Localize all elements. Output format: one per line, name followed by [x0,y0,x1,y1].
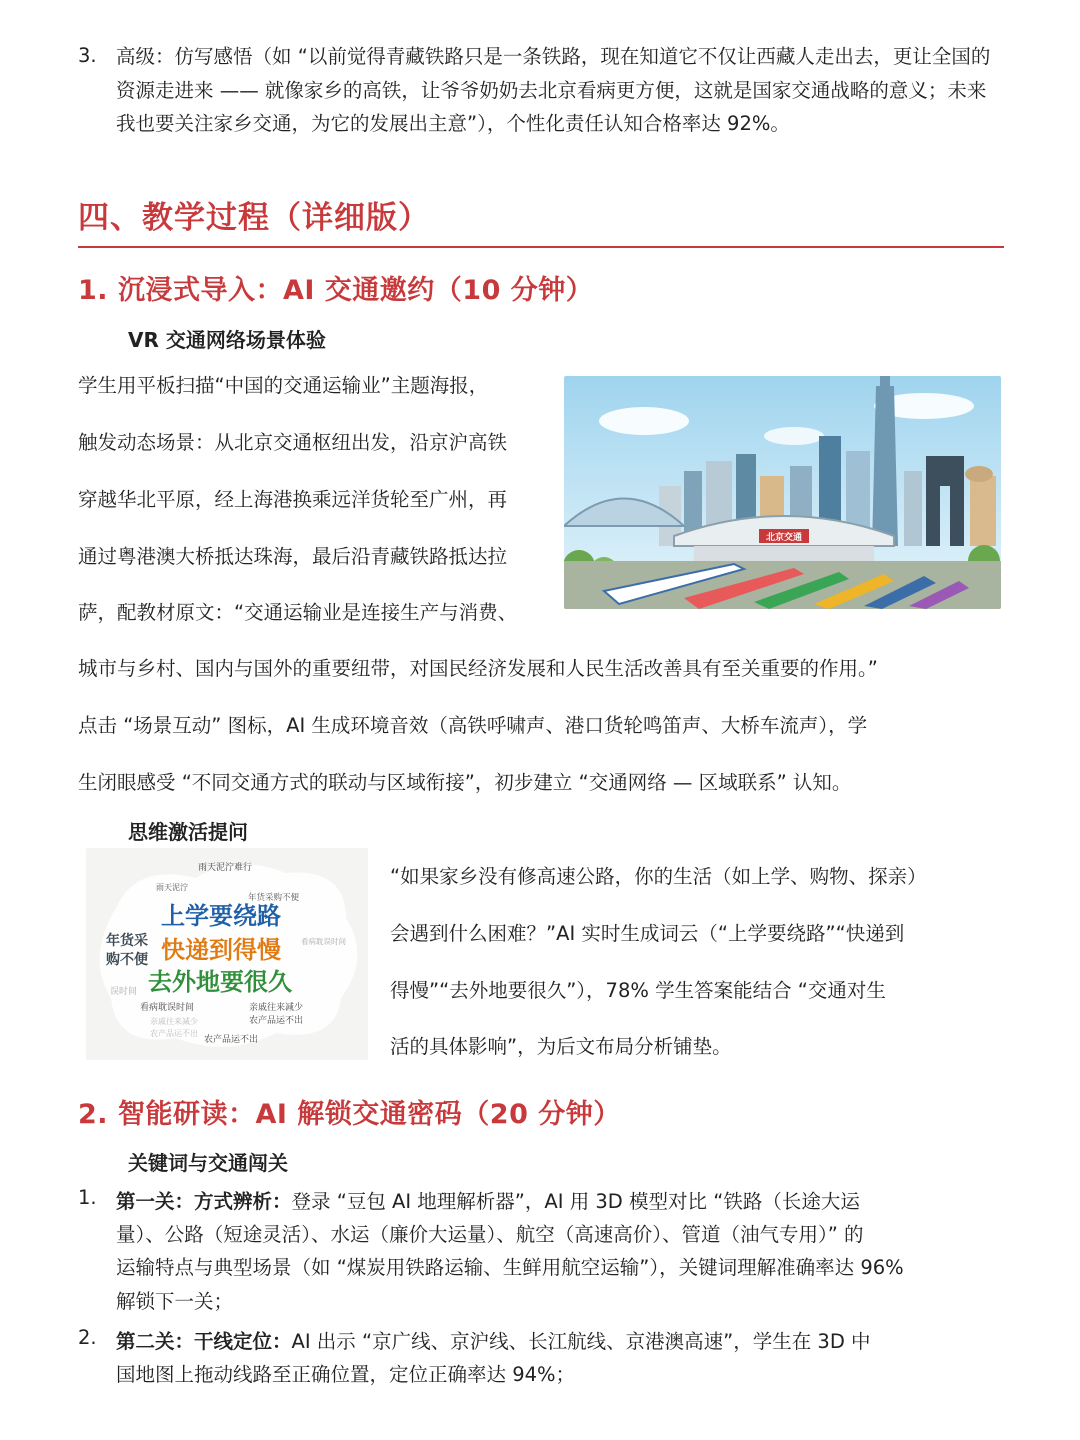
cloud-small-word: 农产品运不出 [249,1016,304,1026]
beijing-station-illustration [564,376,1001,609]
cloud-small-word: 雨天泥泞难行 [198,863,253,873]
part2-subheading: 关键词与交通闯关 [128,1151,288,1175]
part1-subheading: VR 交通网络场景体验 [128,328,326,352]
item3-paragraph [116,40,1004,141]
section-divider [78,246,1004,248]
word-cloud-svg [86,848,368,1060]
level1-line: 运输特点与典型场景（如 “煤炭用铁路运输、生鲜用航空运输”），关键词理解准确率达 96% [116,1256,904,1279]
part2-heading: 2. 智能研读：AI 解锁交通密码（20 分钟） [78,1099,621,1130]
level1-label: 第一关：方式辨析： [116,1190,292,1213]
level2-line: 国地图上拖动线路至正确位置，定位正确率达 94%； [116,1363,576,1386]
part1-line: 点击 “场景互动” 图标，AI 生成环境音效（高铁呼啸声、港口货轮鸣笛声、大桥车流声），学 [78,714,868,737]
think-line: 活的具体影响”，为后文布局分析铺垫。 [390,1035,732,1058]
part1-heading: 1. 沉浸式导入：AI 交通邀约（10 分钟） [78,275,594,306]
part1-line: 触发动态场景：从北京交通枢纽出发，沿京沪高铁 [78,431,508,454]
cloud-small-word: 看病耽误时间 [140,1003,195,1013]
level2-text: AI 出示 “京广线、京沪线、长江航线、京港澳高速”，学生在 3D 中 [291,1330,871,1353]
think-subheading: 思维激活提问 [128,820,248,844]
part1-line: 通过粤港澳大桥抵达珠海，最后沿青藏铁路抵达拉 [78,545,508,568]
level1-text: 登录 “豆包 AI 地理解析器”，AI 用 3D 模型对比 “铁路（长途大运 [291,1190,860,1213]
part1-line: 学生用平板扫描“中国的交通运输业”主题海报， [78,374,489,397]
cloud-small-word: 亲戚往来减少 [249,1003,304,1013]
cloud-small-word: 误时间 [110,987,138,997]
level1-line [116,1186,860,1214]
think-line: 得慢”“去外地要很久”），78% 学生答案能结合 “交通对生 [390,979,886,1002]
cloud-small-word: 雨天泥泞 [156,883,188,892]
cloud-mid-word: 年货采 [106,933,148,949]
cloud-big-word: 上学要绕路 [161,902,281,930]
level1-line: 量）、公路（短途灵活）、水运（廉价大运量）、航空（高速高价）、管道（油气专用）” 的 [116,1223,864,1246]
cloud-small-word: 农产品运不出 [204,1035,259,1045]
part1-line: 萨，配教材原文：“交通运输业是连接生产与消费、 [78,601,518,624]
part1-line: 穿越华北平原，经上海港换乘远洋货轮至广州，再 [78,488,508,511]
cloud-small-word: 看病耽误时间 [301,937,346,946]
item-number: 1. [78,1186,97,1209]
cloud-big-word: 去外地要很久 [148,968,292,996]
station-sign: 北京交通 [765,533,803,543]
cloud-mid-word: 购不便 [106,952,148,968]
part1-line: 生闭眼感受 “不同交通方式的联动与区域衔接”，初步建立 “交通网络 — 区域联系” 认知。 [78,771,852,794]
item3-text: 仿写感悟（如 “以前觉得青藏铁路只是一条铁路，现在知道它不仅让西藏人走出去，更让全国的资源走进来 —— 就像家乡的高铁，让爷爷奶奶去北京看病更方便，这就是国家交通战略的意义；未来我也要关注家乡交通，为它的发展出主意”），个性化责任认知合格率达 92%。 [116,45,991,135]
station-illustration-svg [564,376,1001,609]
level1-line: 解锁下一关； [116,1290,234,1313]
cloud-small-word: 年货采购不便 [248,893,300,903]
item-number: 3. [78,44,97,67]
think-line: 会遇到什么困难？”AI 实时生成词云（“上学要绕路”“快递到 [390,922,905,945]
think-line: “如果家乡没有修高速公路，你的生活（如上学、购物、探亲） [390,865,927,888]
cloud-big-word: 快递到得慢 [161,936,281,964]
cloud-small-word: 农产品运不出 [150,1029,198,1038]
section-heading: 四、教学过程（详细版） [78,200,430,236]
item-number: 2. [78,1326,97,1349]
item3-label: 高级： [116,45,175,68]
level2-label: 第二关：干线定位： [116,1330,292,1353]
level2-line [116,1326,871,1354]
word-cloud-image [86,848,368,1060]
cloud-small-word: 亲戚往来减少 [150,1017,198,1026]
part1-line: 城市与乡村、国内与国外的重要纽带，对国民经济发展和人民生活改善具有至关重要的作用。” [78,657,878,680]
